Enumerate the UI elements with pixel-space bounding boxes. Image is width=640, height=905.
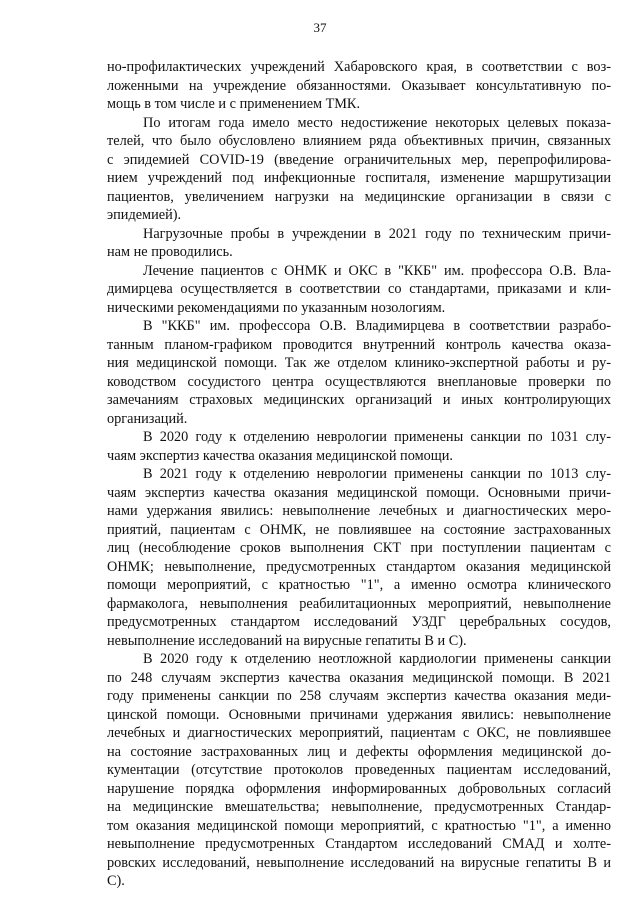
text-line-02: ложенными на учреждение обязанностями. Оказывает консультативную по- bbox=[107, 77, 611, 94]
text-line-09: эпидемией). bbox=[107, 207, 182, 223]
text-line-27: лиц (несоблюдение сроков выполнения СКТ при поступлении пациентам с bbox=[107, 540, 611, 556]
text-line-19: замечаниям страховых медицинских организаций и иных контролирующих bbox=[107, 392, 611, 408]
text-line-28: ОНМК; невыполнение, предусмотренных стандартом оказания медицинской bbox=[107, 558, 611, 575]
text-line-24: чаям экспертиз качества оказания медицинской помощи. Основными причи- bbox=[107, 484, 611, 501]
text-line-22: чаям экспертиз качества оказания медицинской помощи. bbox=[107, 447, 454, 464]
text-line-17: ния медицинской помощи. Так же отделом клинико-экспертной работы и ру- bbox=[107, 355, 611, 371]
text-line-13: димирцева осуществляется в соответствии со стандартами, приказами и кли- bbox=[107, 281, 611, 297]
text-line-01: но-профилактических учреждений Хабаровского края, в соответствии с воз- bbox=[107, 59, 611, 75]
text-line-30: фармаколога, невыполнения реабилитационных мероприятий, невыполнение bbox=[107, 595, 611, 612]
text-line-40: нарушение порядка оформления информированных добровольных согласий bbox=[107, 780, 611, 797]
text-line-29: помощи мероприятий, с кратностью "1", а именно осмотра клинического bbox=[107, 577, 611, 593]
text-line-37: лечебных и диагностических мероприятий, пациентам с ОКС, не повлиявшее bbox=[107, 725, 611, 741]
text-line-42: том оказания медицинской помощи мероприятий, с кратностью "1", а именно bbox=[107, 817, 611, 834]
text-line-25: нами удержания явились: невыполнение лечебных и диагностических меро- bbox=[107, 503, 611, 519]
text-line-16: танным планом-графиком проводится внутренний контроль качества оказа- bbox=[107, 336, 611, 353]
text-line-44: ровских исследований, невыполнение исследований на вирусные гепатиты В и bbox=[107, 854, 611, 871]
text-line-36: цинской помощи. Основными причинами удержания явились: невыполнение bbox=[107, 706, 611, 723]
text-line-43: невыполнение предусмотренных Стандартом исследований СМАД и холте- bbox=[107, 836, 611, 852]
text-line-10: Нагрузочные пробы в учреждении в 2021 году по техническим причи- bbox=[143, 225, 611, 242]
text-line-33: В 2020 году к отделению неотложной кардиологии применены санкции bbox=[143, 651, 611, 667]
text-line-35: году применены санкции по 258 случаям экспертиз качества оказания меди- bbox=[107, 688, 611, 704]
text-line-39: кументации (отсутствие протоколов проведенных пациентам исследований, bbox=[107, 762, 611, 778]
text-line-26: приятий, пациентам с ОНМК, не повлиявшее на состояние застрахованных bbox=[107, 521, 611, 538]
text-line-04: По итогам года имело место недостижение некоторых целевых показа- bbox=[143, 114, 611, 131]
text-line-11: нам не проводились. bbox=[107, 244, 233, 260]
text-line-32: невыполнение исследований на вирусные гепатиты В и С). bbox=[107, 632, 467, 649]
text-line-14: ническими рекомендациями по указанным нозологиям. bbox=[107, 299, 446, 316]
text-line-06: с эпидемией COVID-19 (введение ограничительных мер, перепрофилирова- bbox=[107, 151, 611, 168]
text-line-38: на состояние застрахованных лиц и дефекты оформления медицинской до- bbox=[107, 743, 611, 760]
text-line-45: С). bbox=[107, 873, 125, 889]
text-line-05: телей, что было обусловлено влиянием ряда объективных причин, связанных bbox=[107, 133, 611, 149]
text-line-15: В "ККБ" им. профессора О.В. Владимирцева в соответствии разрабо- bbox=[143, 318, 611, 334]
text-line-21: В 2020 году к отделению неврологии применены санкции по 1031 слу- bbox=[143, 429, 611, 445]
text-line-41: на медицинские вмешательства; невыполнение, предусмотренных Стандар- bbox=[107, 799, 611, 815]
text-line-18: ководством сосудистого центра осуществляются внеплановые проверки по bbox=[107, 373, 611, 390]
text-line-12: Лечение пациентов с ОНМК и ОКС в "ККБ" им. профессора О.В. Вла- bbox=[143, 262, 611, 279]
body-text bbox=[107, 58, 611, 891]
page-number: 37 bbox=[313, 20, 327, 35]
text-line-20: организаций. bbox=[107, 410, 188, 427]
text-line-03: мощь в том числе и с применением ТМК. bbox=[107, 96, 361, 112]
text-line-34: по 248 случаям экспертиз качества оказания медицинской помощи. В 2021 bbox=[107, 669, 611, 686]
text-line-31: предусмотренных стандартом исследований УЗДГ церебральных сосудов, bbox=[107, 614, 611, 630]
text-line-07: нием учреждений под инфекционные госпиталя, изменение маршрутизации bbox=[107, 170, 611, 186]
text-line-08: пациентов, увеличением нагрузки на медицинские организации в связи с bbox=[107, 188, 611, 205]
text-line-23: В 2021 году к отделению неврологии применены санкции по 1013 слу- bbox=[143, 466, 611, 482]
